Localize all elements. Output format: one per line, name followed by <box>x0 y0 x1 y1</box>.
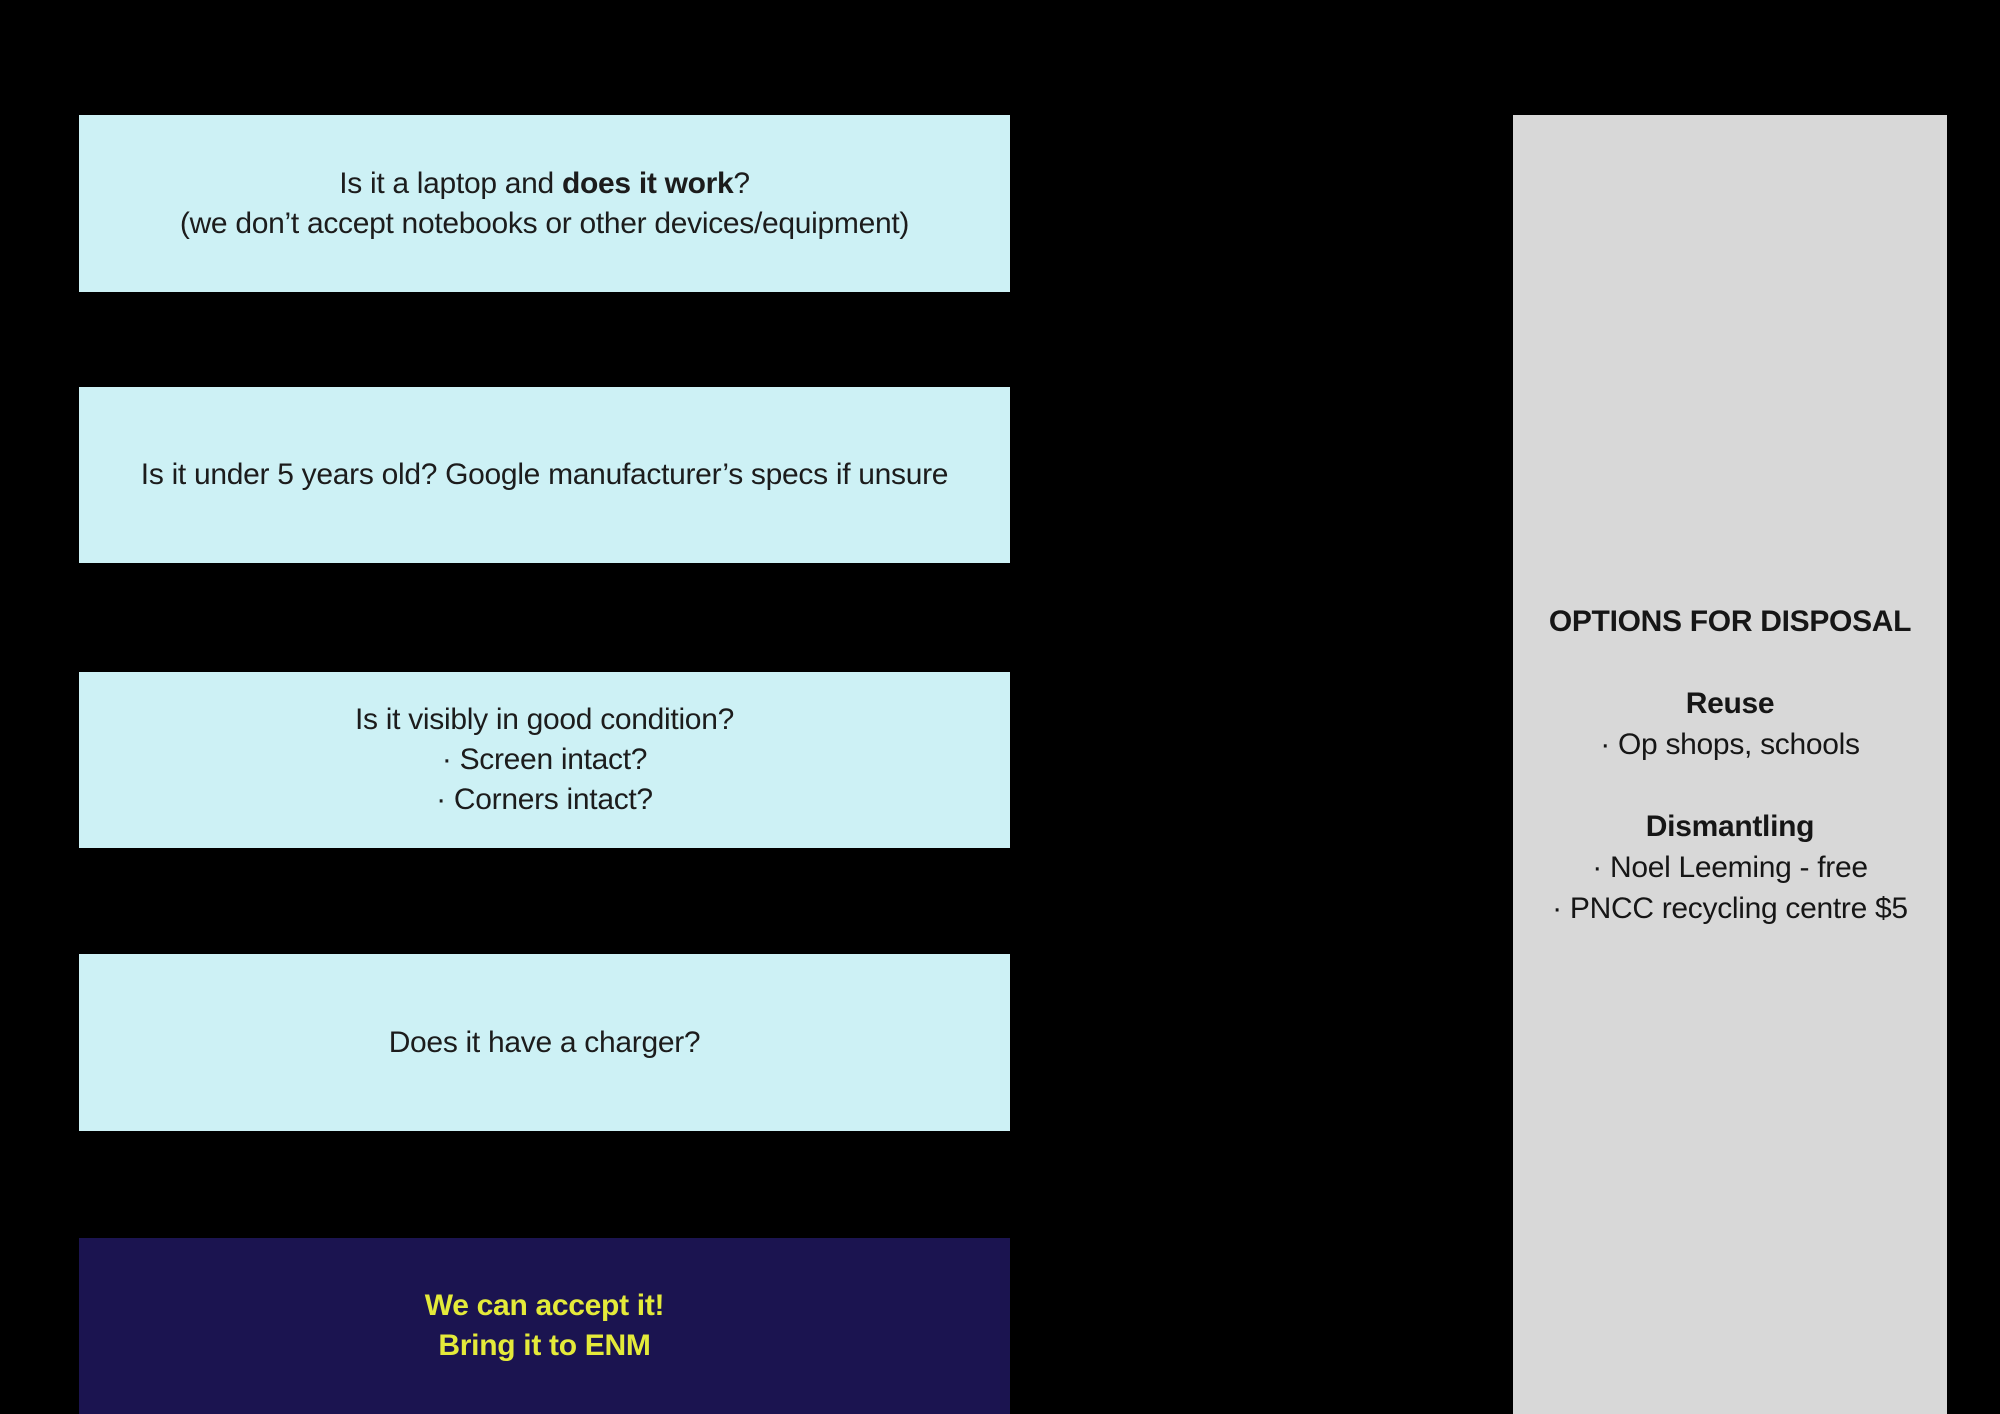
accept-line-1: We can accept it! <box>424 1289 665 1322</box>
question-box-charger <box>79 954 1010 1131</box>
question-text-segment: ? <box>733 166 750 200</box>
question-box-condition <box>79 672 1010 848</box>
question-line: (we don’t accept notebooks or other devices/equipment) <box>179 206 910 240</box>
disposal-panel-title: OPTIONS FOR DISPOSAL <box>1548 604 1912 638</box>
question-bullet-corners: · Corners intact? <box>436 783 653 816</box>
question-bullet-screen: · Screen intact? <box>441 743 648 776</box>
question-box-laptop-works <box>79 115 1010 292</box>
question-line: Does it have a charger? <box>388 1025 701 1059</box>
question-box-age <box>79 387 1010 563</box>
disposal-option-item: · Noel Leeming - free <box>1592 850 1868 884</box>
disposal-section-heading: Reuse <box>1685 686 1775 720</box>
question-line: Is it visibly in good condition? <box>355 703 734 736</box>
question-line: Is it under 5 years old? Google manufacturer’s specs if unsure <box>140 458 949 491</box>
accept-line-2: Bring it to ENM <box>438 1329 651 1362</box>
question-text-segment-bold: does it work <box>561 166 734 200</box>
question-text-segment: Is it a laptop and <box>339 166 562 200</box>
disposal-section-dismantling <box>1552 806 1908 929</box>
question-line <box>339 164 750 204</box>
disposal-options-panel <box>1513 115 1947 1414</box>
accept-result-box <box>79 1238 1010 1414</box>
disposal-option-item: · PNCC recycling centre $5 <box>1552 891 1908 925</box>
disposal-section-reuse <box>1600 683 1859 765</box>
disposal-option-item: · Op shops, schools <box>1600 727 1860 761</box>
disposal-section-heading: Dismantling <box>1645 809 1815 843</box>
